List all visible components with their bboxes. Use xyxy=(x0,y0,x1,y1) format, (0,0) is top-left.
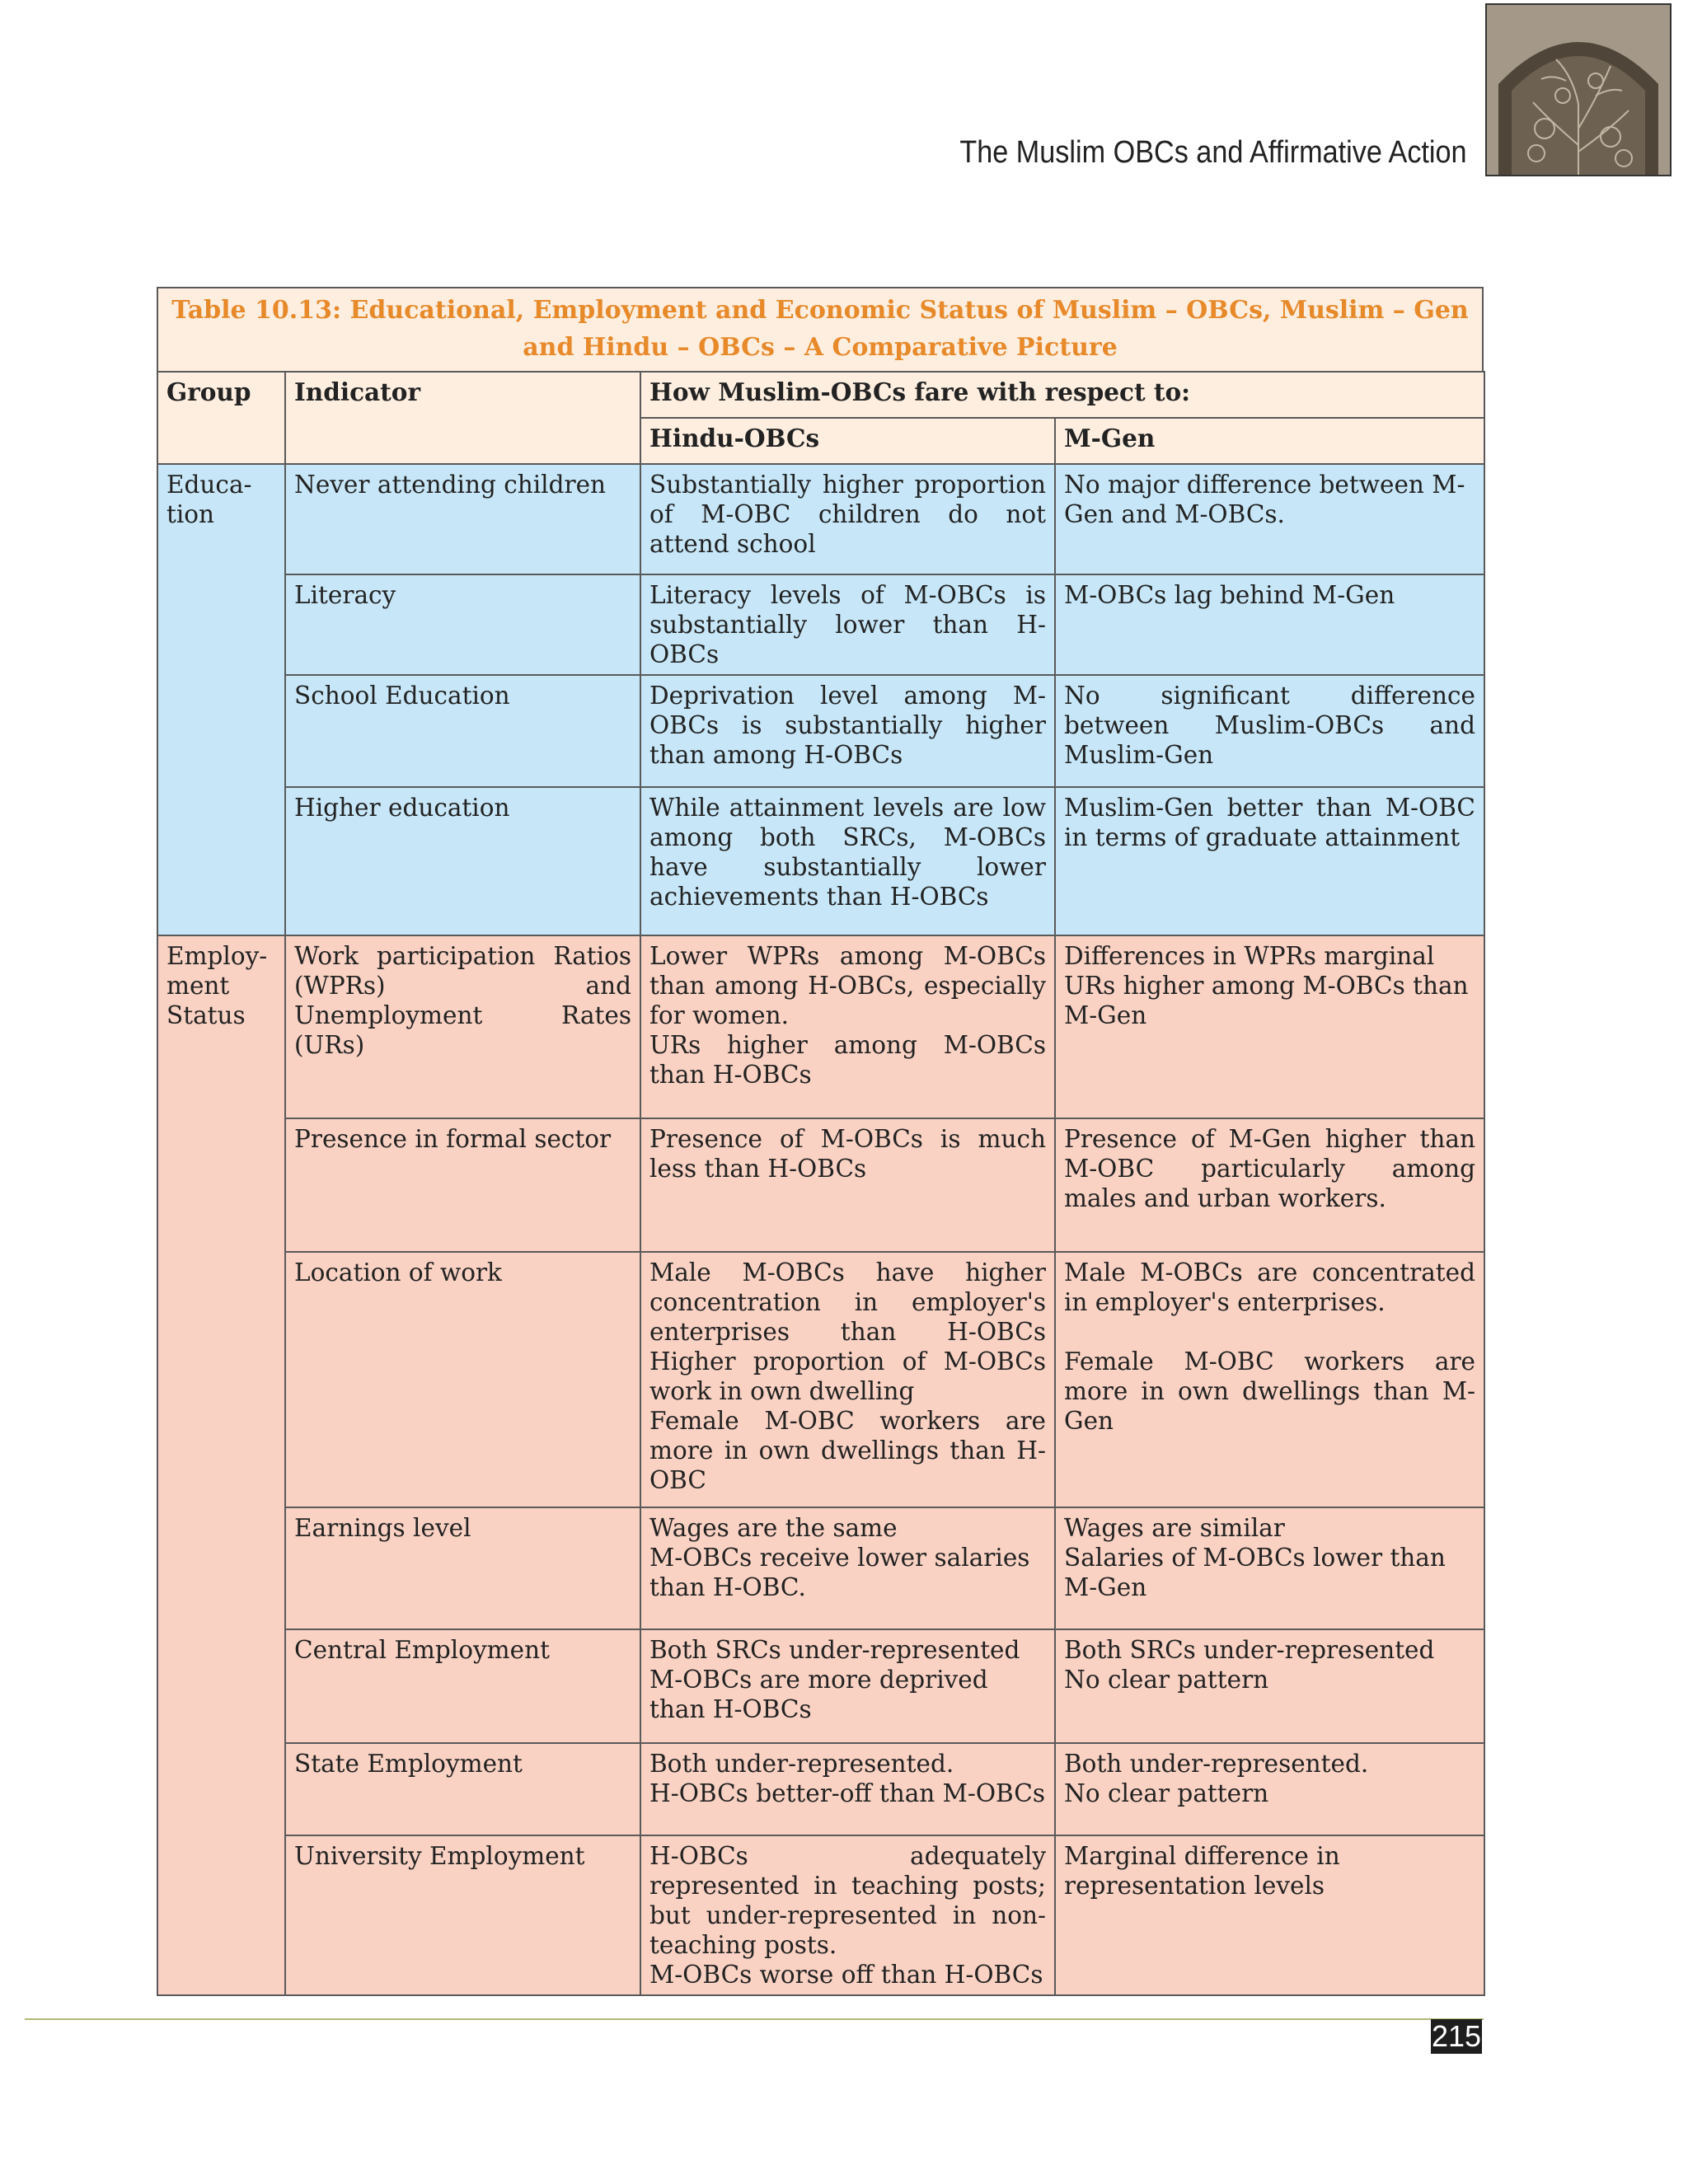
m-gen-cell: M-OBCs lag behind M-Gen xyxy=(1055,574,1484,675)
m-gen-cell: Both under-represented. No clear pattern xyxy=(1055,1743,1484,1835)
table-row xyxy=(157,1743,1484,1835)
table-row xyxy=(157,675,1484,787)
table-row xyxy=(157,1507,1484,1629)
hindu-obcs-cell: H-OBCs adequately represented in teaching posts; but under-represented in non-teaching posts. M-OBCs worse off than H-OBCs xyxy=(640,1835,1055,1995)
indicator-cell: Never attending children xyxy=(285,464,640,574)
table-row xyxy=(157,574,1484,675)
m-gen-cell: No major difference between M-Gen and M-OBCs. xyxy=(1055,464,1484,574)
indicator-cell: Location of work xyxy=(285,1252,640,1507)
m-gen-cell: Male M-OBCs are concentrated in employer's enterprises. Female M-OBC workers are more in own dwellings than M-Gen xyxy=(1055,1252,1484,1507)
indicator-cell: University Employment xyxy=(285,1835,640,1995)
group-education: Educa- tion xyxy=(157,464,285,935)
m-gen-cell: Both SRCs under-represented No clear pattern xyxy=(1055,1629,1484,1743)
indicator-cell: School Education xyxy=(285,675,640,787)
indicator-cell: Work participation Ratios (WPRs) and Unemployment Rates (URs) xyxy=(285,935,640,1118)
m-gen-cell: Muslim-Gen better than M-OBC in terms of graduate attainment xyxy=(1055,787,1484,935)
table-row xyxy=(157,1835,1484,1995)
indicator-cell: Presence in formal sector xyxy=(285,1118,640,1252)
header-indicator: Indicator xyxy=(285,372,640,464)
header-hindu-obcs: Hindu-OBCs xyxy=(640,418,1055,464)
header-group: Group xyxy=(157,372,285,464)
hindu-obcs-cell: Presence of M-OBCs is much less than H-OBCs xyxy=(640,1118,1055,1252)
page-number: 215 xyxy=(1431,2019,1482,2053)
hindu-obcs-cell: Wages are the same M-OBCs receive lower salaries than H-OBC. xyxy=(640,1507,1055,1629)
chapter-title: The Muslim OBCs and Affirmative Action xyxy=(959,135,1467,170)
hindu-obcs-cell: Both under-represented. H-OBCs better-off than M-OBCs xyxy=(640,1743,1055,1835)
m-gen-cell: Differences in WPRs marginal URs higher among M-OBCs than M-Gen xyxy=(1055,935,1484,1118)
indicator-cell: State Employment xyxy=(285,1743,640,1835)
hindu-obcs-cell: Male M-OBCs have higher concentration in employer's enterprises than H-OBCs Higher proportion of M-OBCs work in own dwelling Female M-OBC workers are more in own dwellings than H-OBC xyxy=(640,1252,1055,1507)
table-row xyxy=(157,1118,1484,1252)
table-row xyxy=(157,1252,1484,1507)
table-row xyxy=(157,787,1484,935)
indicator-cell: Higher education xyxy=(285,787,640,935)
m-gen-cell: Marginal difference in representation levels xyxy=(1055,1835,1484,1995)
indicator-cell: Earnings level xyxy=(285,1507,640,1629)
lattice-window-image xyxy=(1487,5,1670,175)
comparison-table xyxy=(157,371,1485,1996)
hindu-obcs-cell: Lower WPRs among M-OBCs than among H-OBCs, especially for women. URs higher among M-OBCs than H-OBCs xyxy=(640,935,1055,1118)
hindu-obcs-cell: Literacy levels of M-OBCs is substantially lower than H-OBCs xyxy=(640,574,1055,675)
decorative-lattice-photo xyxy=(1485,3,1672,176)
header-comparison: How Muslim-OBCs fare with respect to: xyxy=(640,372,1484,418)
hindu-obcs-cell: Deprivation level among M-OBCs is substantially higher than among H-OBCs xyxy=(640,675,1055,787)
indicator-cell: Literacy xyxy=(285,574,640,675)
comparison-table-container xyxy=(157,287,1484,1996)
table-row xyxy=(157,1629,1484,1743)
group-employment-status: Employ- ment Status xyxy=(157,935,285,1995)
m-gen-cell: Presence of M-Gen higher than M-OBC particularly among males and urban workers. xyxy=(1055,1118,1484,1252)
hindu-obcs-cell: Substantially higher proportion of M-OBC children do not attend school xyxy=(640,464,1055,574)
table-row xyxy=(157,464,1484,574)
hindu-obcs-cell: While attainment levels are low among both SRCs, M-OBCs have substantially lower achievements than H-OBCs xyxy=(640,787,1055,935)
hindu-obcs-cell: Both SRCs under-represented M-OBCs are more deprived than H-OBCs xyxy=(640,1629,1055,1743)
table-row xyxy=(157,935,1484,1118)
table-caption: Table 10.13: Educational, Employment and Economic Status of Muslim – OBCs, Muslim – Gen and Hindu – OBCs – A Comparative Picture xyxy=(157,287,1484,371)
header-row xyxy=(157,372,1484,418)
footer-divider xyxy=(25,2018,1484,2020)
m-gen-cell: Wages are similar Salaries of M-OBCs lower than M-Gen xyxy=(1055,1507,1484,1629)
header-m-gen: M-Gen xyxy=(1055,418,1484,464)
indicator-cell: Central Employment xyxy=(285,1629,640,1743)
m-gen-cell: No significant difference between Muslim-OBCs and Muslim-Gen xyxy=(1055,675,1484,787)
